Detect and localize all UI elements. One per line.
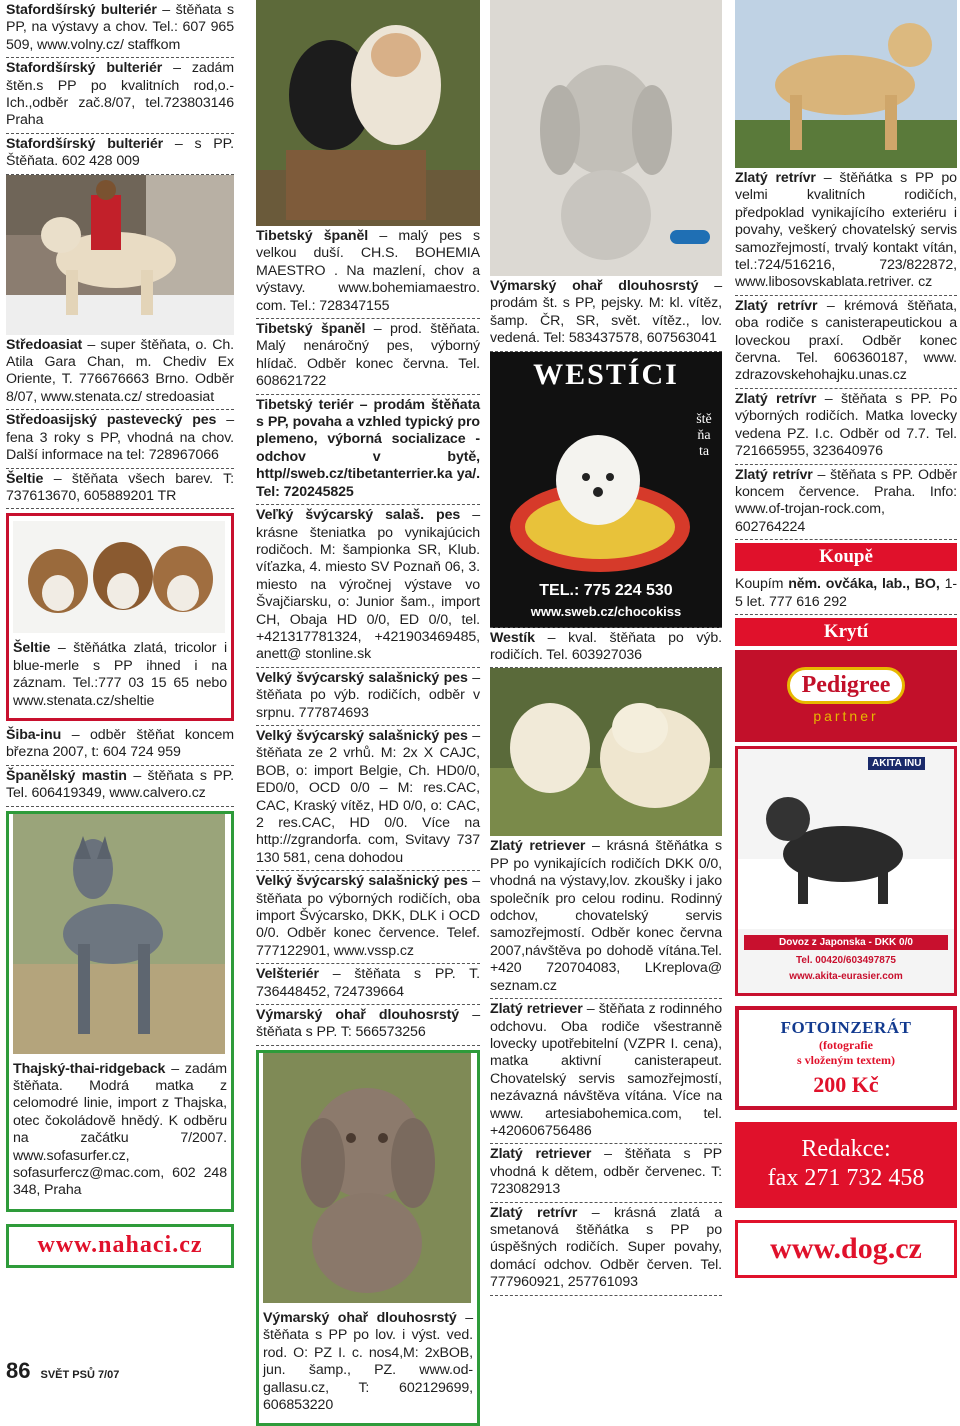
- ad-classified-8: Výmarský ohař dlouhosrstý – štěňata s PP. T: 566573256: [256, 1005, 480, 1046]
- ad-classified-0: Stafordšírský bulteriér – štěňata s PP, na výstavy a chov. Tel.: 607 965 509, www.volny.cz/ staffkom: [6, 0, 234, 58]
- ad-classified-1: Španělský mastin – štěňata s PP. Tel. 606419349, www.calvero.cz: [6, 766, 234, 807]
- ad-classified-5: Velký švýcarský salašnický pes – štěňata ze 2 vrhů. M: 2x X CAJC, BOB, o: import Belgie, Ch. HD0/0, ED0/0, OCD 0/0 – M: res.CAC, CAC, Kraský vítěz, HD 0/0, o: CAC, 2 res.CAC, HD 0/0. Více na http://zgrandorfa. com, Svitavy 737 130 581, cena dohodou: [256, 726, 480, 871]
- photo-weimaraner-longhair: [490, 0, 722, 276]
- westici-web: www.sweb.cz/chocokiss: [530, 603, 682, 619]
- banner-nahaci[interactable]: www.nahaci.cz: [6, 1224, 234, 1268]
- pedigree-logo: Pedigree: [787, 667, 906, 704]
- page-footer: [6, 1358, 119, 1384]
- photo-westie-advert: [490, 352, 722, 628]
- fotoinzerat-title: FOTOINZERÁT: [780, 1017, 912, 1037]
- thai-ridgeback-box: [6, 811, 234, 1212]
- ad-classified-4: Velký švýcarský salašnický pes – štěňata po výb. rodičích, odběr v srpnu. 777874693: [256, 668, 480, 726]
- ad-classified-1: Středoasijský pastevecký pes – fena 3 roky s PP, vhodná na chov. Další informace na tel: 728967066: [6, 410, 234, 468]
- ad-classified-1: Stafordšírský bulteriér – zadám štěn.s PP po kvalitních rod,o.-Ich.,odběr zač.8/07, tel.723803146 Praha: [6, 58, 234, 134]
- ad-koupe: Koupím něm. ovčáka, lab., BO, 1-5 let. 777 616 292: [735, 574, 957, 615]
- ad-classified-2: Stafordšírský bulteriér – s PP. Štěňata. 602 428 009: [6, 134, 234, 175]
- ad-sheltie-box: Šeltie – štěňátka zlatá, tricolor i blue-merle s PP ihned i na záznam. Tel.:777 03 15 65 nebo www.stenata.cz/sheltie: [13, 640, 227, 709]
- photo-tibetan-spaniels: [256, 0, 480, 226]
- ad-thai-ridgeback: Thajský-thai-ridgeback – zadám štěňata. Modrá matka z celomodré linie, import z Thajska, otec čokoládově hnědý. K odběru na začátku 7/2007. www.sofasurfer.cz, sofasurfercz@mac.com, 602 248 348, Praha: [13, 1060, 227, 1199]
- magazine-issue: SVĚT PSŮ 7/07: [40, 1369, 120, 1381]
- ad-classified-0: Tibetský španěl – malý pes s velkou duší. CH.S. BOHEMIA MAESTRO . Na mazlení, chov a výstavy. www.bohemiamaestro. com. Tel.: 728347155: [256, 226, 480, 319]
- ad-classified-1: Zlatý retriever – štěňata z rodinného odchovu. Oba rodiče všestranně lovecky upotřebitelní (VZPR I. cena), matka aktivní canisterapeut. Chovatelský servis samozřejmostí, nezávazná návštěva vítána. Více na www. artesiabohemica.com, tel. +420606756486: [490, 999, 722, 1144]
- ad-westik: Westík – kval. štěňata po výb. rodičích. Tel. 603927036: [490, 628, 722, 669]
- ad-classified-6: Velký švýcarský salašnický pes – štěňata po výborných rodičích, oba import Švýcarsko, DKK, DLK i OCD 0/0. Odběr konec července. Telef. 777122901, www.vssp.cz: [256, 871, 480, 964]
- ad-classified-2: Tibetský teriér – prodám štěňata s PP, povaha a vzhled typický pro plemeno, výborná socializace - odchov v bytě, http//sweb.cz/tibetanterrier.ka ya/. Tel: 720245825: [256, 395, 480, 505]
- pedigree-partner-logo: [735, 650, 957, 742]
- ad-classified-3: Veľký švýcarský salaš. pes – krásne šteniatka po vynikajúcich rodičoch. M: šampionka SR, Klub. víťazka, 4. miesto SV Poznaň 06, 3. miesto na výročnej výstave vo Švajčiarsku, o: Junior šam., import CH, Obaja HD 0/0, ED 0/0, tel. +421317781324, +421903469485, anett@ stonline.sk: [256, 505, 480, 668]
- ad-classified-0: Středoasiat – super štěňata, o. Ch. Atila Gara Chan, m. Chediv Ex Oriente, T. 776676663 Brno. Odběr 8/07, www.stenata.cz/ stredoasiat: [6, 335, 234, 411]
- column-4: [735, 0, 957, 1278]
- redakce-label: Redakce:: [801, 1135, 891, 1162]
- ad-classified-1: Zlatý retrívr – krémová štěňata, oba rodiče s canisterapeutickou a loveckou praxí. Odběr konec června. Tel. 606360187, www. zdrazovskehohajku.unas.cz: [735, 296, 957, 389]
- photo-sheltie-puppies: [13, 521, 225, 633]
- weimaraner-box: [256, 1050, 480, 1426]
- ad-classified-2: Zlatý retriever – štěňata s PP vhodná k dětem, odběr červenec. T: 723082913: [490, 1144, 722, 1202]
- westici-tel: TEL.: 775 224 530: [539, 581, 673, 599]
- akita-line1: Dovoz z Japonska - DKK 0/0: [744, 935, 948, 950]
- photo-thai-ridgeback: [13, 814, 225, 1054]
- ad-weimaraner-longhair: Výmarský ohař dlouhosrstý – prodám št. s PP, pejsky. M: kl. vítěz, šamp. ČR, SR, svět. vítěz., lov. vedená. Tel: 583437578, 607563041: [490, 276, 722, 352]
- westici-title: WESTÍCI: [533, 357, 679, 391]
- akita-line3: www.akita-eurasier.com: [789, 970, 903, 982]
- ad-classified-3: Zlatý retrívr – štěňata s PP. Odběr koncem července. Praha. Info: www.of-trojan-rock.com, 602764224: [735, 465, 957, 541]
- ad-classified-2: Šeltie – štěňata všech barev. T: 737613670, 605889201 TR: [6, 469, 234, 510]
- photo-golden-retrievers: [490, 668, 722, 836]
- ad-classified-0: Zlatý retrívr – štěňátka s PP po velmi kvalitních rodičích, předpoklad vynikajícího exteriéru i povahy, veškerý chovatelský servis samozřejmostí, trvalý kontakt vítán, tel.:724/516216, 723/822872, www.libosovskablata.retriver. cz: [735, 168, 957, 296]
- ad-classified-0: Zlatý retriever – krásná štěňátka s PP po vynikajících rodičích DKK 0/0, vhodná na výstavy,lov. zkoušky i jako společník pro celou rodinu. Rodinný odchov, chovatelský servis samozřejmostí. Odběr konec června 2007,návštěva po dohodě vítána.Tel. +420 720704083, LKreplova@ seznam.cz: [490, 836, 722, 999]
- ad-classified-0: Šiba-inu – odběr štěňat koncem března 2007, t: 604 724 959: [6, 725, 234, 766]
- photo-central-asian-shepherd: [6, 175, 234, 335]
- akita-advert: [735, 746, 957, 996]
- akita-label: AKITA INU: [868, 757, 925, 770]
- redakce-box: [735, 1122, 957, 1208]
- section-kryti: Krytí: [735, 618, 957, 646]
- section-koupe: Koupě: [735, 543, 957, 571]
- column-1: [6, 0, 234, 1268]
- banner-dog-cz[interactable]: www.dog.cz: [735, 1220, 957, 1278]
- ad-classified-2: Zlatý retrívr – štěňata s PP. Po výborných rodičích. Matka lovecky vedena PZ. I.c. Odběr od 7.7. Tel. 721665955, 323640976: [735, 389, 957, 465]
- sheltie-box: [6, 513, 234, 721]
- redakce-fax: fax 271 732 458: [767, 1164, 925, 1191]
- ad-classified-7: Velšteriér – štěňata s PP. T. 736448452, 724739664: [256, 964, 480, 1005]
- fotoinzerat-sub1: (fotografie: [819, 1037, 873, 1052]
- page-number: 86: [6, 1358, 31, 1383]
- ad-weimaraner-box: Výmarský ohař dlouhosrstý – štěňata s PP po lov. i výst. ved. rod. O: PZ I. c. nos4,M: 2xBOB, jun. šamp., PZ. www.od-gallasu.cz, T: 602129699, 606853220: [263, 1309, 473, 1413]
- fotoinzerat-box: [735, 1006, 957, 1110]
- column-2: [256, 0, 480, 1426]
- pedigree-partner-label: partner: [813, 708, 879, 725]
- photo-weimaraner-puppy: [263, 1053, 471, 1303]
- akita-line2: Tel. 00420/603497875: [796, 954, 896, 966]
- photo-golden-retriever: [735, 0, 957, 168]
- westici-side-label: štěňata: [696, 411, 712, 459]
- fotoinzerat-price: 200 Kč: [813, 1071, 879, 1097]
- ad-classified-3: Zlatý retrívr – krásná zlatá a smetanová štěňátka s PP po úspěšných rodičích. Super povahy, domácí odchov. Odběr červen. Tel. 777960921, 257761093: [490, 1203, 722, 1296]
- ad-classified-1: Tibetský španěl – prod. štěňata. Malý nenáročný pes, výborný hlídač. Odběr konec června. Tel. 608621722: [256, 319, 480, 395]
- fotoinzerat-sub2: s vloženým textem): [797, 1052, 895, 1067]
- column-3: [490, 0, 722, 1296]
